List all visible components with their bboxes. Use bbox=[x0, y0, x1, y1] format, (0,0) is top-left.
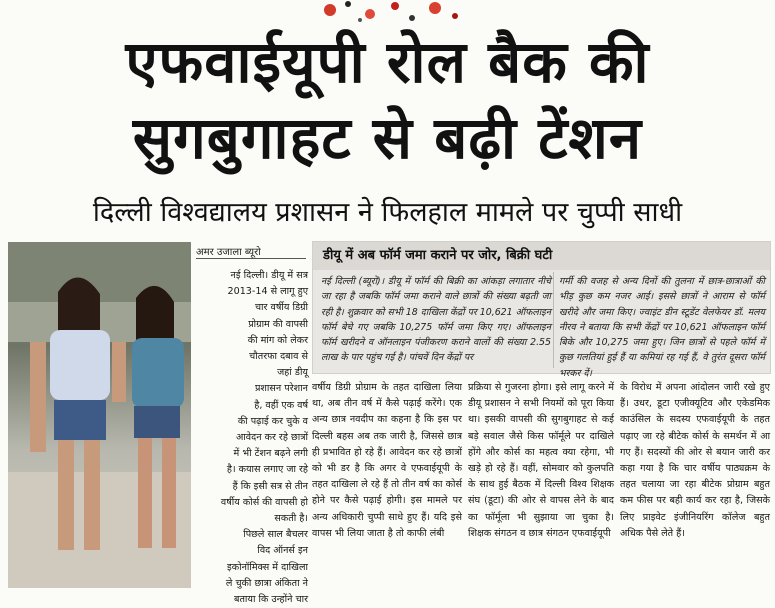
article-column-1-line: है, वहीं एक वर्ष bbox=[254, 399, 308, 411]
article-column-4: के विरोध में अपना आंदोलन जारी रखे हुए हैं। उधर, डूटा एजीक्यूटिव और एकेडमिक काउंसिल के सदस्य एफवाईयूपी के तहत पढ़ाए जा रहे बीटेक कोर्स के समर्थन में आ गए हैं। सदस्यों की ओर से बयान जारी कर कहा गया है कि चार वर्षीय पाठ्यक्रम के तहत चलाया जा रहा बीटेक प्रोग्राम बहुत कम फीस पर बही कार्य कर रहा है, जिसके लिए प्राइवेट इंजीनियरिंग कॉलेज बहुत अधिक पैसे लेते हैं। bbox=[620, 382, 770, 539]
article-column-1-line: जहां डीयू bbox=[277, 367, 308, 379]
sidebar-box-left-text: नई दिल्ली (ब्यूरो)। डीयू में फॉर्म की बिक्री का आंकड़ा लगातार नीचे जा रहा है जबकि फॉर्म जमा कराने वाले छात्रों की संख्या बढ़ती जा रही है। शुक्रवार को सभी 18 दाखिला केंद्रों पर 10,621 ऑफलाइन फॉर्म बेचे गए जबकि 10,275 फॉर्म जमा किए गए। ऑफलाइन फॉर्म खरीदने व ऑनलाइन पंजीकरण कराने वालों की संख्या 2.55 लाख के पार पहुंच गई है। पांचवें दिन केंद्रों पर bbox=[321, 276, 551, 364]
article-column-1-line: इकोनॉमिक्स में दाखिला bbox=[227, 561, 308, 573]
article-column-1-line: नई दिल्ली। डीयू में सत्र bbox=[230, 270, 308, 281]
color-splash-decoration bbox=[300, 0, 480, 26]
article-column-1-line: ले चुकी छात्रा अंकिता ने bbox=[225, 577, 308, 589]
article-column-1-line: हैं कि इसी सत्र से तीन bbox=[232, 480, 308, 492]
article-column-1-line: आवेदन कर रहे छात्रों bbox=[235, 432, 308, 444]
sidebar-box-title: डीयू में अब फॉर्म जमा कराने पर जोर, बिक्री घटी bbox=[313, 242, 770, 270]
sidebar-box-right-text: गर्मी की वजह से अन्य दिनों की तुलना में छात्र-छात्राओं की भीड़ कुछ कम नजर आई। इससे छात्रों ने आराम से फॉर्म खरीदे और जमा किए। ज्वाइंट डीन स्टूडेंट वेलफेयर डॉ. मलय नीरव ने बताया कि सभी केंद्रों पर 10,621 ऑफलाइन फॉर्म बिके और 10,275 जमा हुए। जिन छात्रों से पहले फॉर्म में कुछ गलतियां हुई हैं या कमियां रह गई हैं, वे तुरंत दूसरा फॉर्म भरकर दें। bbox=[559, 276, 765, 379]
article-column-1-line: वर्षीय कोर्स की वापसी हो bbox=[220, 496, 308, 508]
article-column-1-line: की पढ़ाई कर चुके व bbox=[237, 415, 308, 427]
article-column-1-line: पिछले साल बैचलर bbox=[243, 529, 308, 541]
article-column-1-line: प्रोग्राम की वापसी bbox=[248, 318, 308, 330]
article-column-3: प्रक्रिया से गुजरना होगा। इसे लागू करने में डीयू प्रशासन ने सभी नियमों को पूरा किया था। इसकी वापसी की सुगबुगाहट से कई बड़े सवाल जैसे किस फॉर्मूले पर दाखिले होंगे और कोर्स का महत्व क्या रहेगा, भी खड़े हो रहे हैं। वहीं, सोमवार को कुलपति के साथ हुई बैठक में दिल्ली विश्व शिक्षक संघ (डूटा) की ओर से वापस लेने के बाद का फॉर्मूला भी सुझाया जा चुका है। शिक्षक संगठन व छात्र संगठन एफवाईयूपी bbox=[468, 382, 614, 539]
article-column-1-line: विद ऑनर्स इन bbox=[257, 545, 308, 557]
sidebar-box bbox=[312, 241, 771, 379]
article-column-1 bbox=[196, 268, 308, 608]
article-column-1-line: 2013-14 से लागू हुए bbox=[227, 286, 308, 298]
news-photo bbox=[8, 242, 191, 588]
byline: अमर उजाला ब्यूरो bbox=[196, 247, 261, 258]
byline-divider bbox=[196, 258, 306, 259]
subheadline: दिल्ली विश्वद्यालय प्रशासन ने फिलहाल मामले पर चुप्पी साधी bbox=[92, 197, 683, 228]
headline-line-1: एफवाईयूपी रोल बैक की bbox=[125, 28, 650, 96]
article-column-1-line: है। कयास लगाए जा रहे bbox=[226, 464, 308, 476]
article-column-1-line: प्रशासन परेशान bbox=[254, 383, 308, 395]
sidebar-divider bbox=[553, 272, 554, 368]
article-column-2: वर्षीय डिग्री प्रोग्राम के तहत दाखिला लिया था, अब तीन वर्ष में कैसे पढ़ाई करेंगे। एक अन्य छात्र नवदीप का कहना है कि इस पर दिल्ली बहस अब तक जारी है, जिससे छात्र ही प्रभावित हो रहे हैं। आवेदन कर रहे छात्रों को भी डर है कि अगर वे एफवाईयूपी के तहत दाखिला ले रहे हैं तो तीन वर्ष का कोर्स होने पर कैसे पढ़ाई होगी। इस मामले पर अन्य अधिकारी चुप्पी साधे हुए हैं। यदि इसे वापस भी लिया जाता है तो काफी लंबी bbox=[312, 382, 462, 539]
headline-line-2: सुगबुगाहट से बढ़ी टेंशन bbox=[132, 104, 643, 172]
article-column-1-line: बताया कि उन्होंने चार bbox=[233, 594, 308, 606]
article-column-1-line: सकती है। bbox=[274, 513, 308, 525]
article-column-1-line: में भी टेंशन बढ़ने लगी bbox=[233, 448, 308, 460]
article-column-1-line: चौतरफा दबाव से bbox=[249, 351, 308, 363]
article-column-1-line: की मांग को लेकर bbox=[247, 334, 308, 346]
article-column-1-line: चार वर्षीय डिग्री bbox=[254, 302, 308, 314]
